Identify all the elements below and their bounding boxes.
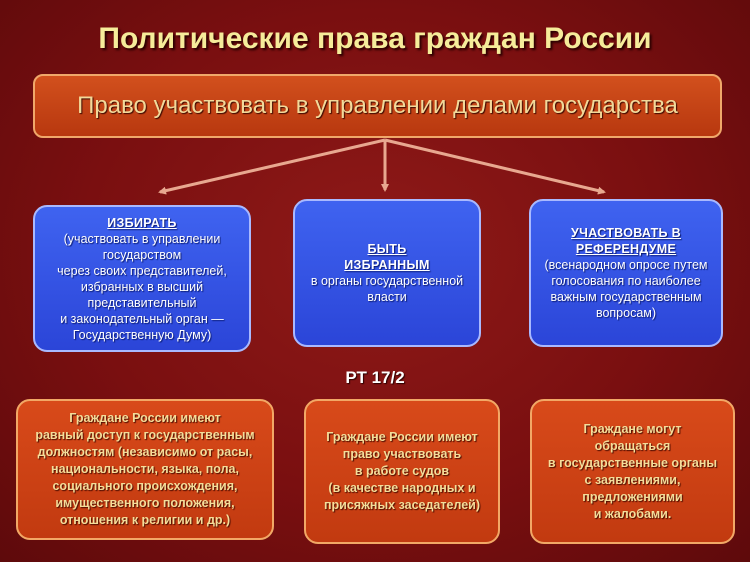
arrow-right <box>385 140 604 192</box>
referendum-text: (всенародном опросе путем голосования по наиболее важным государственным вопросам) <box>544 258 708 320</box>
right-to-be-elected-box <box>293 199 481 347</box>
main-right-label: Право участвовать в управлении делами государства <box>77 92 678 119</box>
page-title: Политические права граждан России <box>98 22 652 55</box>
reference-label: РТ 17/2 <box>345 368 405 387</box>
appeals-text: Граждане могут обращаться в государственные органы с заявлениями, предложениями и жалобами. <box>547 421 718 521</box>
referendum-box <box>529 199 723 347</box>
equal-access-text: Граждане России имеют равный доступ к государственным должностям (независимо от расы, национальности, языка, пола, социального происхождения, имущественного положения, отношения к религии и др.) <box>35 411 255 527</box>
courts-text: Граждане России имеют право участвовать в работе судов (в качестве народных и присяжных заседателей) <box>323 430 481 512</box>
right-to-elect-heading: ИЗБИРАТЬ <box>107 215 177 230</box>
appeals-box <box>530 399 735 544</box>
referendum-heading: УЧАСТВОВАТЬ В РЕФЕРЕНДУМЕ <box>571 226 681 256</box>
arrow-left <box>160 140 385 192</box>
right-to-be-elected-heading: БЫТЬ ИЗБРАННЫМ <box>344 242 430 272</box>
right-to-elect-text: (участвовать в управлении государством через своих представителей, избранных в высший представительный и законодательный орган — Государственную Думу) <box>57 231 227 342</box>
equal-access-box <box>16 399 274 540</box>
courts-box <box>304 399 500 544</box>
right-to-be-elected-text: в органы государственной власти <box>310 274 464 304</box>
right-to-elect-box <box>33 205 251 352</box>
